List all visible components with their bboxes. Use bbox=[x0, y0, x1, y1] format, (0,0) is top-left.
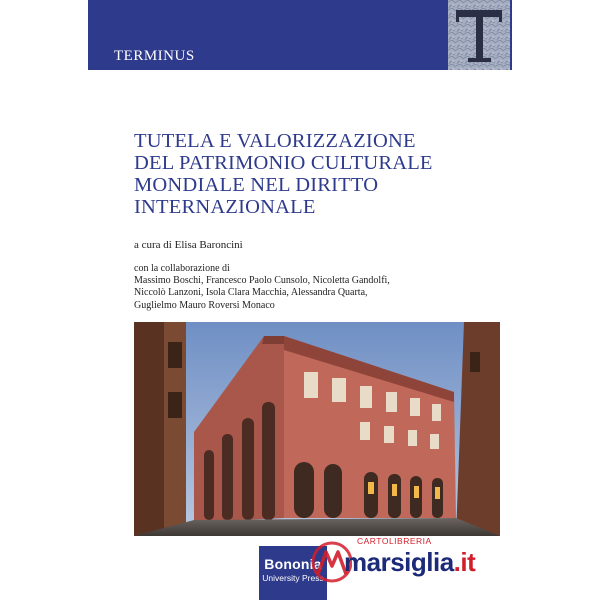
collab-line: Guglielmo Mauro Roversi Monaco bbox=[134, 299, 275, 311]
watermark-tld: .it bbox=[453, 547, 476, 577]
title-line: MONDIALE NEL DIRITTO bbox=[134, 174, 379, 196]
series-band bbox=[88, 0, 512, 70]
watermark-brand bbox=[344, 547, 475, 578]
watermark bbox=[310, 532, 510, 592]
book-cover bbox=[88, 0, 512, 600]
title-line: DEL PATRIMONIO CULTURALE bbox=[134, 152, 433, 174]
editor-credit: a cura di Elisa Baroncini bbox=[134, 239, 243, 251]
title-line: INTERNAZIONALE bbox=[134, 196, 316, 218]
title-line: TUTELA E VALORIZZAZIONE bbox=[134, 130, 416, 152]
collab-line: Massimo Boschi, Francesco Paolo Cunsolo, Nicoletta Gandolfi, bbox=[134, 275, 390, 287]
publisher-subtitle: University Press bbox=[262, 573, 324, 583]
palazzo-photo-illustration bbox=[134, 322, 500, 536]
watermark-brand-name: marsiglia bbox=[344, 547, 454, 577]
series-name: TERMINUS bbox=[114, 48, 195, 64]
publisher-name: Bononia bbox=[264, 556, 322, 572]
t-letter-logo-icon bbox=[448, 0, 510, 70]
cover-photo bbox=[134, 322, 500, 536]
collab-line: Niccolò Lanzoni, Isola Clara Macchia, Alessandra Quarta, bbox=[134, 287, 368, 299]
watermark-small-text: CARTOLIBRERIA bbox=[357, 536, 432, 546]
book-title bbox=[134, 130, 504, 218]
collab-line: con la collaborazione di bbox=[134, 263, 230, 274]
collaborators bbox=[134, 263, 494, 312]
